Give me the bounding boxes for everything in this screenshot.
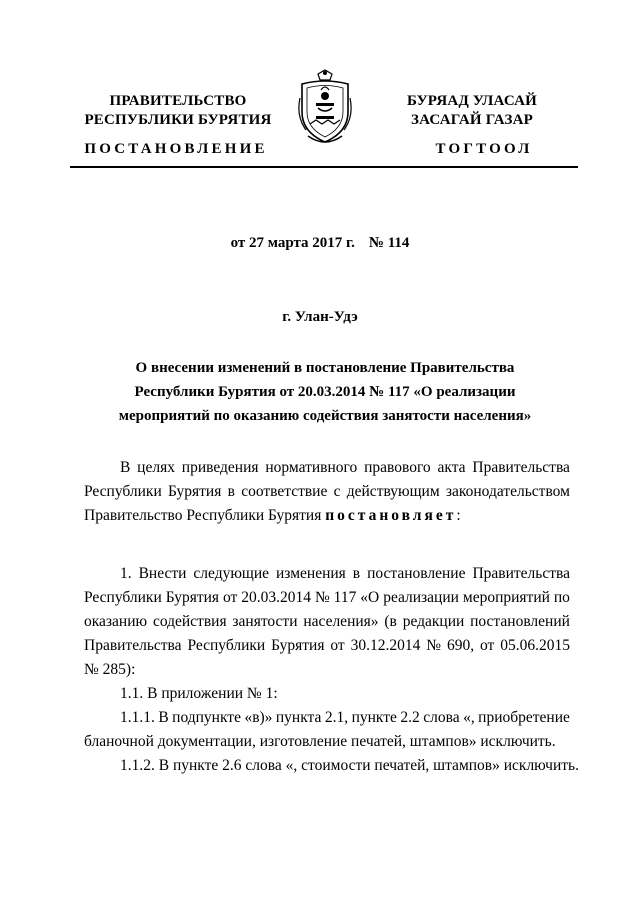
word: Бурятия (165, 589, 220, 606)
word: пункте (351, 709, 397, 726)
word: Республики (84, 483, 162, 500)
right-organization-name (372, 92, 572, 130)
word: подпункте (172, 709, 241, 726)
word: 20.03.2014 (241, 589, 311, 606)
word: Внести (138, 565, 187, 582)
text-line: № 285): (84, 661, 136, 678)
text-line: бланочной документации, изготовление печатей, штампов» исключить. (84, 733, 556, 750)
word: Бурятия (168, 483, 222, 500)
item-1-paragraph (84, 562, 579, 778)
document-type-right: ТОГТООЛ (435, 141, 533, 157)
text-line (84, 610, 570, 634)
word: Правительства (472, 565, 570, 582)
word: В (120, 459, 131, 476)
word: 1. (120, 565, 132, 582)
word: правового (364, 459, 431, 476)
text-line (84, 480, 570, 504)
right-org-line: БУРЯАД УЛАСАЙ (406, 93, 538, 109)
word: 2.1, (324, 709, 349, 726)
right-org-line: ЗАСАГАЙ ГАЗАР (411, 112, 533, 128)
word: нормативного (265, 459, 358, 476)
subitem-1-1: 1.1. В приложении № 1: (120, 685, 278, 702)
word: от (480, 637, 495, 654)
word: приведения (181, 459, 259, 476)
document-date: от 27 марта 2017 г. (230, 235, 355, 251)
text-line (84, 634, 570, 658)
coat-of-arms-icon (294, 68, 356, 148)
word: редакции (402, 613, 465, 630)
word: мероприятий (462, 589, 550, 606)
word: оказанию (84, 613, 148, 630)
header-divider (70, 166, 578, 168)
intro-paragraph (84, 456, 570, 528)
word: Республики (84, 589, 162, 606)
word: 690, (446, 637, 475, 654)
word: акта (437, 459, 466, 476)
word: изменения (276, 565, 346, 582)
word: 30.12.2014 (350, 637, 421, 654)
title-line: мероприятий по оказанию содействия занятости населения» (118, 408, 532, 424)
text-line (84, 562, 570, 586)
document-title (100, 356, 550, 428)
word: содействия (152, 613, 227, 630)
word: слова (423, 709, 460, 726)
intro-text: Правительство Республики Бурятия (84, 507, 326, 524)
word: № (426, 637, 442, 654)
title-line: О внесении изменений в постановление Правительства (135, 360, 515, 376)
word: Республики (187, 637, 266, 654)
title-line: Республики Бурятия от 20.03.2014 № 117 «О реализации (134, 384, 516, 400)
word: с (333, 483, 341, 500)
word: 05.06.2015 (500, 637, 570, 654)
word: Правительства (472, 459, 570, 476)
word: законодательством (445, 483, 570, 500)
left-organization-name (78, 92, 278, 130)
word: 1.1.1. (120, 709, 155, 726)
word: по (553, 589, 570, 606)
date-and-number (0, 234, 640, 253)
city: г. Улан-Удэ (282, 309, 358, 325)
text-line (84, 504, 570, 528)
subitem-1-1-1 (84, 706, 570, 730)
word: занятости (232, 613, 298, 630)
word: в (352, 565, 361, 582)
word: в (227, 483, 235, 500)
document-type-left: ПОСТАНОВЛЕНИЕ (84, 141, 268, 157)
word: Бурятия (271, 637, 325, 654)
word: действующим (346, 483, 440, 500)
left-org-line: ПРАВИТЕЛЬСТВО (109, 93, 247, 109)
word: (в (384, 613, 397, 630)
word: пункта (275, 709, 322, 726)
word: соответствие (241, 483, 328, 500)
word: «О (360, 589, 380, 606)
word: В (158, 709, 169, 726)
word: реализации (383, 589, 459, 606)
word: 117 (333, 589, 357, 606)
word: Правительства (84, 637, 182, 654)
word: постановление (367, 565, 466, 582)
word: «, (463, 709, 475, 726)
word: «в)» (244, 709, 273, 726)
subitem-1-1-2: 1.1.2. В пункте 2.6 слова «, стоимости печатей, штампов» исключить. (120, 757, 579, 774)
intro-colon: : (456, 507, 461, 524)
word: № (314, 589, 330, 606)
text-line (84, 456, 570, 480)
text-line (84, 586, 570, 610)
word: населения» (303, 613, 379, 630)
word: целях (137, 459, 175, 476)
resolution-keyword: постановляет (325, 507, 457, 524)
word: от (330, 637, 345, 654)
word: 2.2 (400, 709, 420, 726)
left-org-line: РЕСПУБЛИКИ БУРЯТИЯ (84, 112, 272, 128)
word: приобретение (478, 709, 570, 726)
word: от (222, 589, 238, 606)
document-number: № 114 (368, 235, 410, 251)
word: постановлений (470, 613, 570, 630)
word: следующие (193, 565, 270, 582)
